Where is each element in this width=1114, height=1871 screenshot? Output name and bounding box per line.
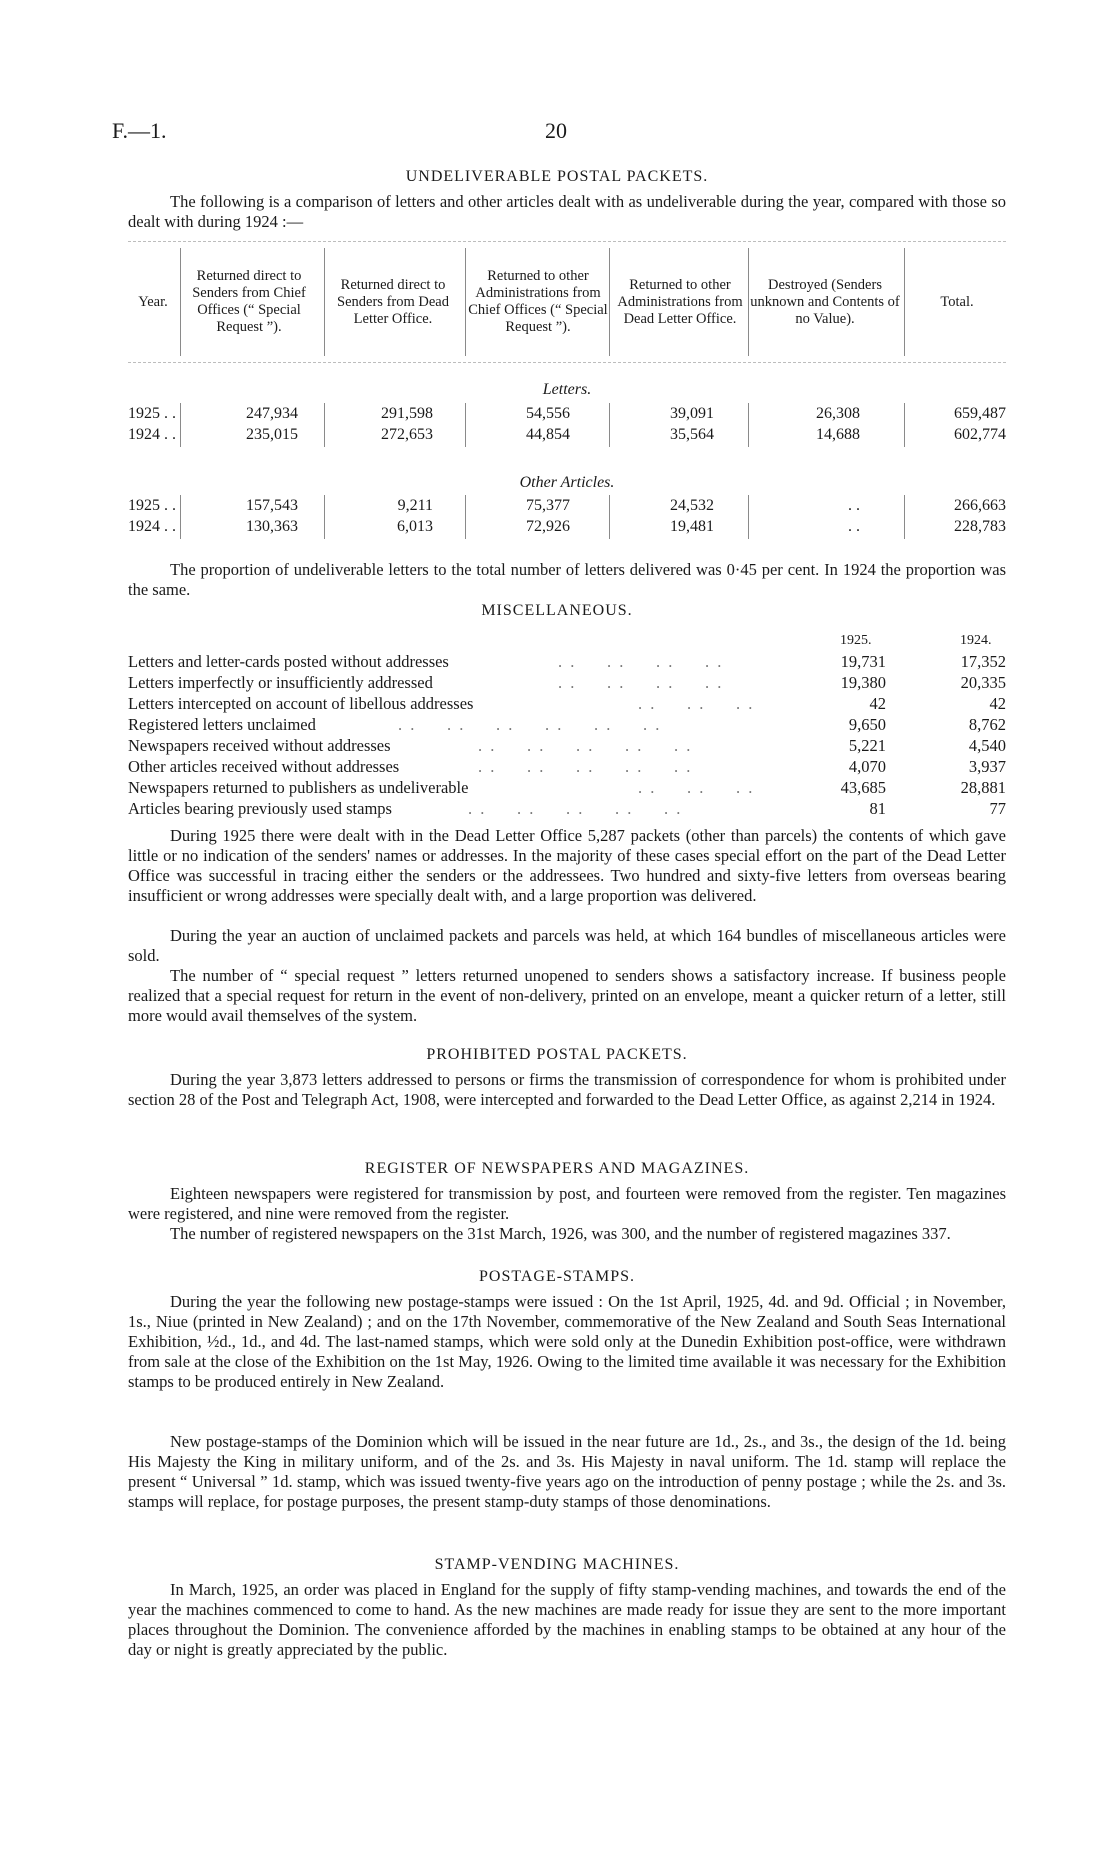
column-divider — [180, 248, 181, 356]
column-divider — [609, 248, 610, 356]
table-row: Letters imperfectly or insufficiently addressed . . . . . . . . 19,380 20,335 — [128, 673, 1006, 692]
table-row: Letters and letter-cards posted without addresses . . . . . . . . 19,731 17,352 — [128, 652, 1006, 671]
section-title-miscellaneous: MISCELLANEOUS. — [481, 602, 633, 619]
misc-paragraph-2: During the year an auction of unclaimed packets and parcels was held, at which 164 bundles of miscellaneous articles were sold. — [128, 926, 1006, 965]
section-title-prohibited: PROHIBITED POSTAL PACKETS. — [426, 1046, 688, 1063]
register-paragraph-1: Eighteen newspapers were registered for transmission by post, and fourteen were removed from the register. Ten magazines were registered, and nine were removed from the register. — [128, 1184, 1006, 1223]
undeliverable-intro: The following is a comparison of letters and other articles dealt with as undeliverable during the year, compared with those so dealt with during 1924 :— — [128, 192, 1006, 231]
column-divider — [324, 248, 325, 356]
postage-stamps-paragraph-2: New postage-stamps of the Dominion which will be issued in the near future are 1d., 2s., and 3s., the design of the 1d. being His Majesty the King in military uniform, and of the 2s. and 3s. His Majesty in naval uniform. The 1d. stamp will replace the present “ Universal ” 1d. stamp, which was issued twenty-five years ago on the introduction of penny postage ; while the 2s. and 3s. stamps will replace, for postage purposes, the present stamp-duty stamps of those denominations. — [128, 1432, 1006, 1511]
column-divider — [748, 403, 749, 447]
table-row: Newspapers received without addresses . . . . . . . . . . 5,221 4,540 — [128, 736, 1006, 755]
postage-stamps-paragraph-1: During the year the following new postage-stamps were issued : On the 1st April, 1925, 4d. and 9d. Official ; in November, 1s., Niue (printed in New Zealand) ; and on the 17th November, commemorative of the New Zealand and South Seas International Exhibition, ½d., 1d., and 4d. The last-named stamps, which were sold only at the Dunedin Exhibition post-office, were withdrawn from sale at the close of the Exhibition on the 1st May, 1926. Owing to the limited time available it was necessary for the Exhibition stamps to be produced entirely in New Zealand. — [128, 1292, 1006, 1391]
stamp-vending-paragraph: In March, 1925, an order was placed in England for the supply of fifty stamp-vending machines, and towards the end of the year the machines commenced to come to hand. As the new machines are made ready for issue they are sent to the more important places throughout the Dominion. The convenience afforded by the machines in enabling stamps to be obtained at any hour of the day or night is greatly appreciated by the public. — [128, 1580, 1006, 1659]
column-divider — [324, 495, 325, 539]
column-header-returned-dead-letter: Returned direct to Senders from Dead Letter Office. — [337, 276, 449, 327]
misc-year-header-1924: 1924. — [960, 633, 992, 648]
table-row: 1925 . . 247,934 291,598 54,556 39,091 26,308 659,487 — [128, 405, 1006, 422]
register-paragraph-2: The number of registered newspapers on the 31st March, 1926, was 300, and the number of registered magazines 337. — [170, 1224, 951, 1243]
column-divider — [465, 248, 466, 356]
column-divider — [465, 495, 466, 539]
column-header-year: Year. — [138, 293, 168, 310]
table-row: 1924 . . 130,363 6,013 72,926 19,481 . . 228,783 — [128, 518, 1006, 535]
column-header-destroyed: Destroyed (Senders unknown and Contents of no Value). — [750, 276, 900, 327]
section-label-other-articles: Other Articles. — [519, 474, 615, 491]
column-divider — [748, 248, 749, 356]
table-row: Registered letters unclaimed . . . . . . . . . . . . 9,650 8,762 — [128, 715, 1006, 734]
table-row: Other articles received without addresses . . . . . . . . . . 4,070 3,937 — [128, 757, 1006, 776]
column-divider — [180, 403, 181, 447]
column-divider — [609, 495, 610, 539]
table-row: Letters intercepted on account of libellous addresses . . . . . . 42 42 — [128, 694, 1006, 713]
column-header-other-admin-dead-letter: Returned to other Administrations from Dead Letter Office. — [617, 276, 743, 327]
misc-paragraph-1: During 1925 there were dealt with in the Dead Letter Office 5,287 packets (other than parcels) the contents of which gave little or no indication of the senders' names or addresses. In the majority of these cases special effort on the part of the Dead Letter Office was successful in tracing either the senders or the addressees. Two hundred and sixty-five letters from overseas bearing insufficient or wrong addresses were specially dealt with, and a large proportion was delivered. — [128, 826, 1006, 905]
misc-paragraph-3: The number of “ special request ” letters returned unopened to senders shows a satisfactory increase. If business people realized that a special request for return in the event of non-delivery, printed on an envelope, meant a quicker return of a letter, still more would avail themselves of the system. — [128, 966, 1006, 1025]
column-divider — [324, 403, 325, 447]
table-row: Articles bearing previously used stamps . . . . . . . . . . 81 77 — [128, 799, 1006, 818]
section-title-undeliverable: UNDELIVERABLE POSTAL PACKETS. — [405, 168, 709, 185]
misc-year-header-1925: 1925. — [840, 633, 872, 648]
prohibited-paragraph: During the year 3,873 letters addressed to persons or firms the transmission of correspondence for whom is prohibited under section 28 of the Post and Telegraph Act, 1908, were intercepted and forwarded to the Dead Letter Office, as against 2,214 in 1924. — [128, 1070, 1006, 1109]
table-row: 1925 . . 157,543 9,211 75,377 24,532 . . 266,663 — [128, 497, 1006, 514]
table-header — [128, 241, 1006, 363]
column-divider — [904, 248, 905, 356]
section-label-letters: Letters. — [542, 381, 592, 398]
section-title-postage-stamps: POSTAGE-STAMPS. — [478, 1268, 636, 1285]
table-row: Newspapers returned to publishers as undeliverable . . . . . . 43,685 28,881 — [128, 778, 1006, 797]
column-divider — [609, 403, 610, 447]
table-row: 1924 . . 235,015 272,653 44,854 35,564 14,688 602,774 — [128, 426, 1006, 443]
column-divider — [904, 403, 905, 447]
report-reference: F.—1. — [112, 118, 167, 143]
column-divider — [465, 403, 466, 447]
proportion-paragraph: The proportion of undeliverable letters to the total number of letters delivered was 0·45 per cent. In 1924 the proportion was the same. — [128, 560, 1006, 599]
column-divider — [180, 495, 181, 539]
column-divider — [904, 495, 905, 539]
page-number: 20 — [545, 118, 567, 143]
column-header-total: Total. — [940, 293, 974, 310]
column-header-returned-chief: Returned direct to Senders from Chief Offices (“ Special Request ”). — [192, 268, 306, 335]
section-title-register: REGISTER OF NEWSPAPERS AND MAGAZINES. — [364, 1160, 750, 1177]
column-divider — [748, 495, 749, 539]
column-header-other-admin-chief: Returned to other Administrations from Chief Offices (“ Special Request ”). — [468, 268, 608, 335]
section-title-stamp-vending: STAMP-VENDING MACHINES. — [434, 1556, 680, 1573]
